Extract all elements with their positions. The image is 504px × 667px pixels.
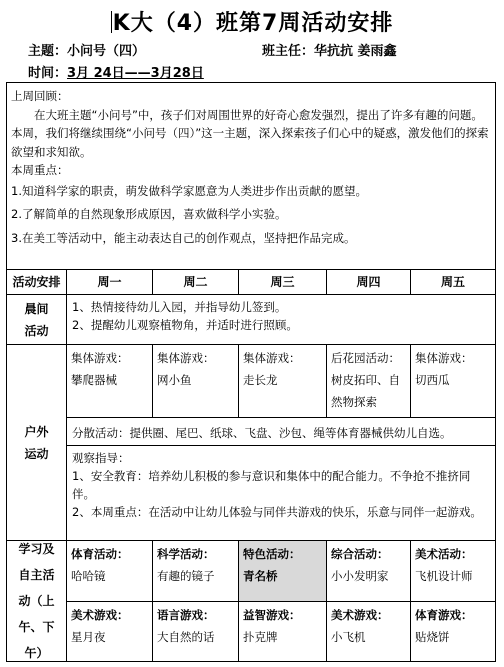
guide-item: 1、安全教育：培养幼儿积极的参与意识和集体中的配合能力。不争抢不推挤同伴。 (72, 469, 471, 501)
outdoor-game: 集体游戏： 网小鱼 (153, 345, 239, 417)
teacher-line: 班主任：华抗抗 姜雨鑫 (262, 44, 397, 59)
focus-item: 2.了解简单的自然现象形成原因，喜欢做科学小实验。 (11, 207, 287, 221)
col-header: 周五 (440, 275, 465, 289)
study-game: 益智游戏： 扑克牌 (239, 602, 327, 661)
study-activity-featured: 特色活动： 青名桥 (239, 541, 327, 601)
study-game: 美术游戏： 小飞机 (327, 602, 411, 661)
morning-item: 2、提醒幼儿观察植物角，并适时进行照顾。 (72, 318, 298, 332)
study-game: 体育游戏： 贴烧饼 (415, 608, 473, 644)
schedule-sheet (6, 82, 496, 662)
outdoor-game: 集体游戏： 走长龙 (239, 345, 327, 417)
intro-section (7, 83, 495, 270)
header-row (7, 269, 495, 295)
col-header: 周一 (67, 269, 153, 294)
guide-title: 观察指导： (72, 451, 130, 465)
outdoor-label: 户外运动 (7, 345, 67, 540)
focus-title: 本周重点： (11, 163, 69, 177)
morning-row (7, 295, 495, 345)
col-header: 周三 (239, 269, 327, 294)
theme-line: 主题：小问号（四） (28, 44, 146, 59)
col-header: 周二 (153, 269, 239, 294)
outdoor-game: 集体游戏： 切西瓜 (415, 351, 473, 387)
scattered-activity: 分散活动：提供圈、尾巴、纸球、飞盘、沙包、绳等体育器械供幼儿自选。 (72, 426, 452, 440)
guide-item: 2、本周重点：在活动中让幼儿体验与同伴共游戏的快乐，乐意与同伴一起游戏。 (72, 505, 482, 519)
focus-item: 3.在美工等活动中，能主动表达自己的创作观点，坚持把作品完成。 (11, 230, 356, 245)
study-activity: 综合活动： 小小发明家 (327, 541, 411, 601)
col-header: 活动安排 (7, 269, 67, 294)
text-cursor (111, 11, 112, 33)
review-title: 上周回顾： (11, 89, 69, 103)
review-text: 在大班主题“小问号”中，孩子们对周围世界的好奇心愈发强烈，提出了许多有趣的问题。本周，我们将继续围绕“小问号（四）”这一主题，深入探索孩子们心中的疑惑，激发他们的探索欲望和求知欲。 (11, 107, 489, 159)
morning-label: 晨间活动 (7, 295, 67, 344)
morning-item: 1、热情接待幼儿入园，并指导幼儿签到。 (72, 300, 287, 314)
study-activity: 科学活动： 有趣的镜子 (153, 541, 239, 601)
study-game: 语言游戏： 大自然的话 (153, 602, 239, 661)
page-title: K大（4）班第7周活动安排 (112, 11, 394, 36)
outdoor-game: 后花园活动： 树皮拓印、自然物探索 (327, 345, 411, 417)
time-line: 时间：3月 24日——3月28日 (28, 66, 204, 81)
outdoor-game: 集体游戏： 攀爬器械 (67, 345, 153, 417)
study-activity: 体育活动： 哈哈镜 (67, 541, 153, 601)
study-row (7, 541, 495, 661)
outdoor-row (7, 345, 495, 541)
morning-content (67, 295, 495, 337)
study-label: 学习及自主活动（上午、下午） (7, 541, 67, 661)
focus-item: 1.知道科学家的职责，萌发做科学家愿意为人类进步作出贡献的愿望。 (11, 183, 367, 198)
study-activity: 美术活动： 飞机设计师 (415, 547, 473, 583)
study-game: 美术游戏： 星月夜 (67, 602, 153, 661)
observation-guide (67, 446, 495, 524)
col-header: 周四 (327, 269, 411, 294)
